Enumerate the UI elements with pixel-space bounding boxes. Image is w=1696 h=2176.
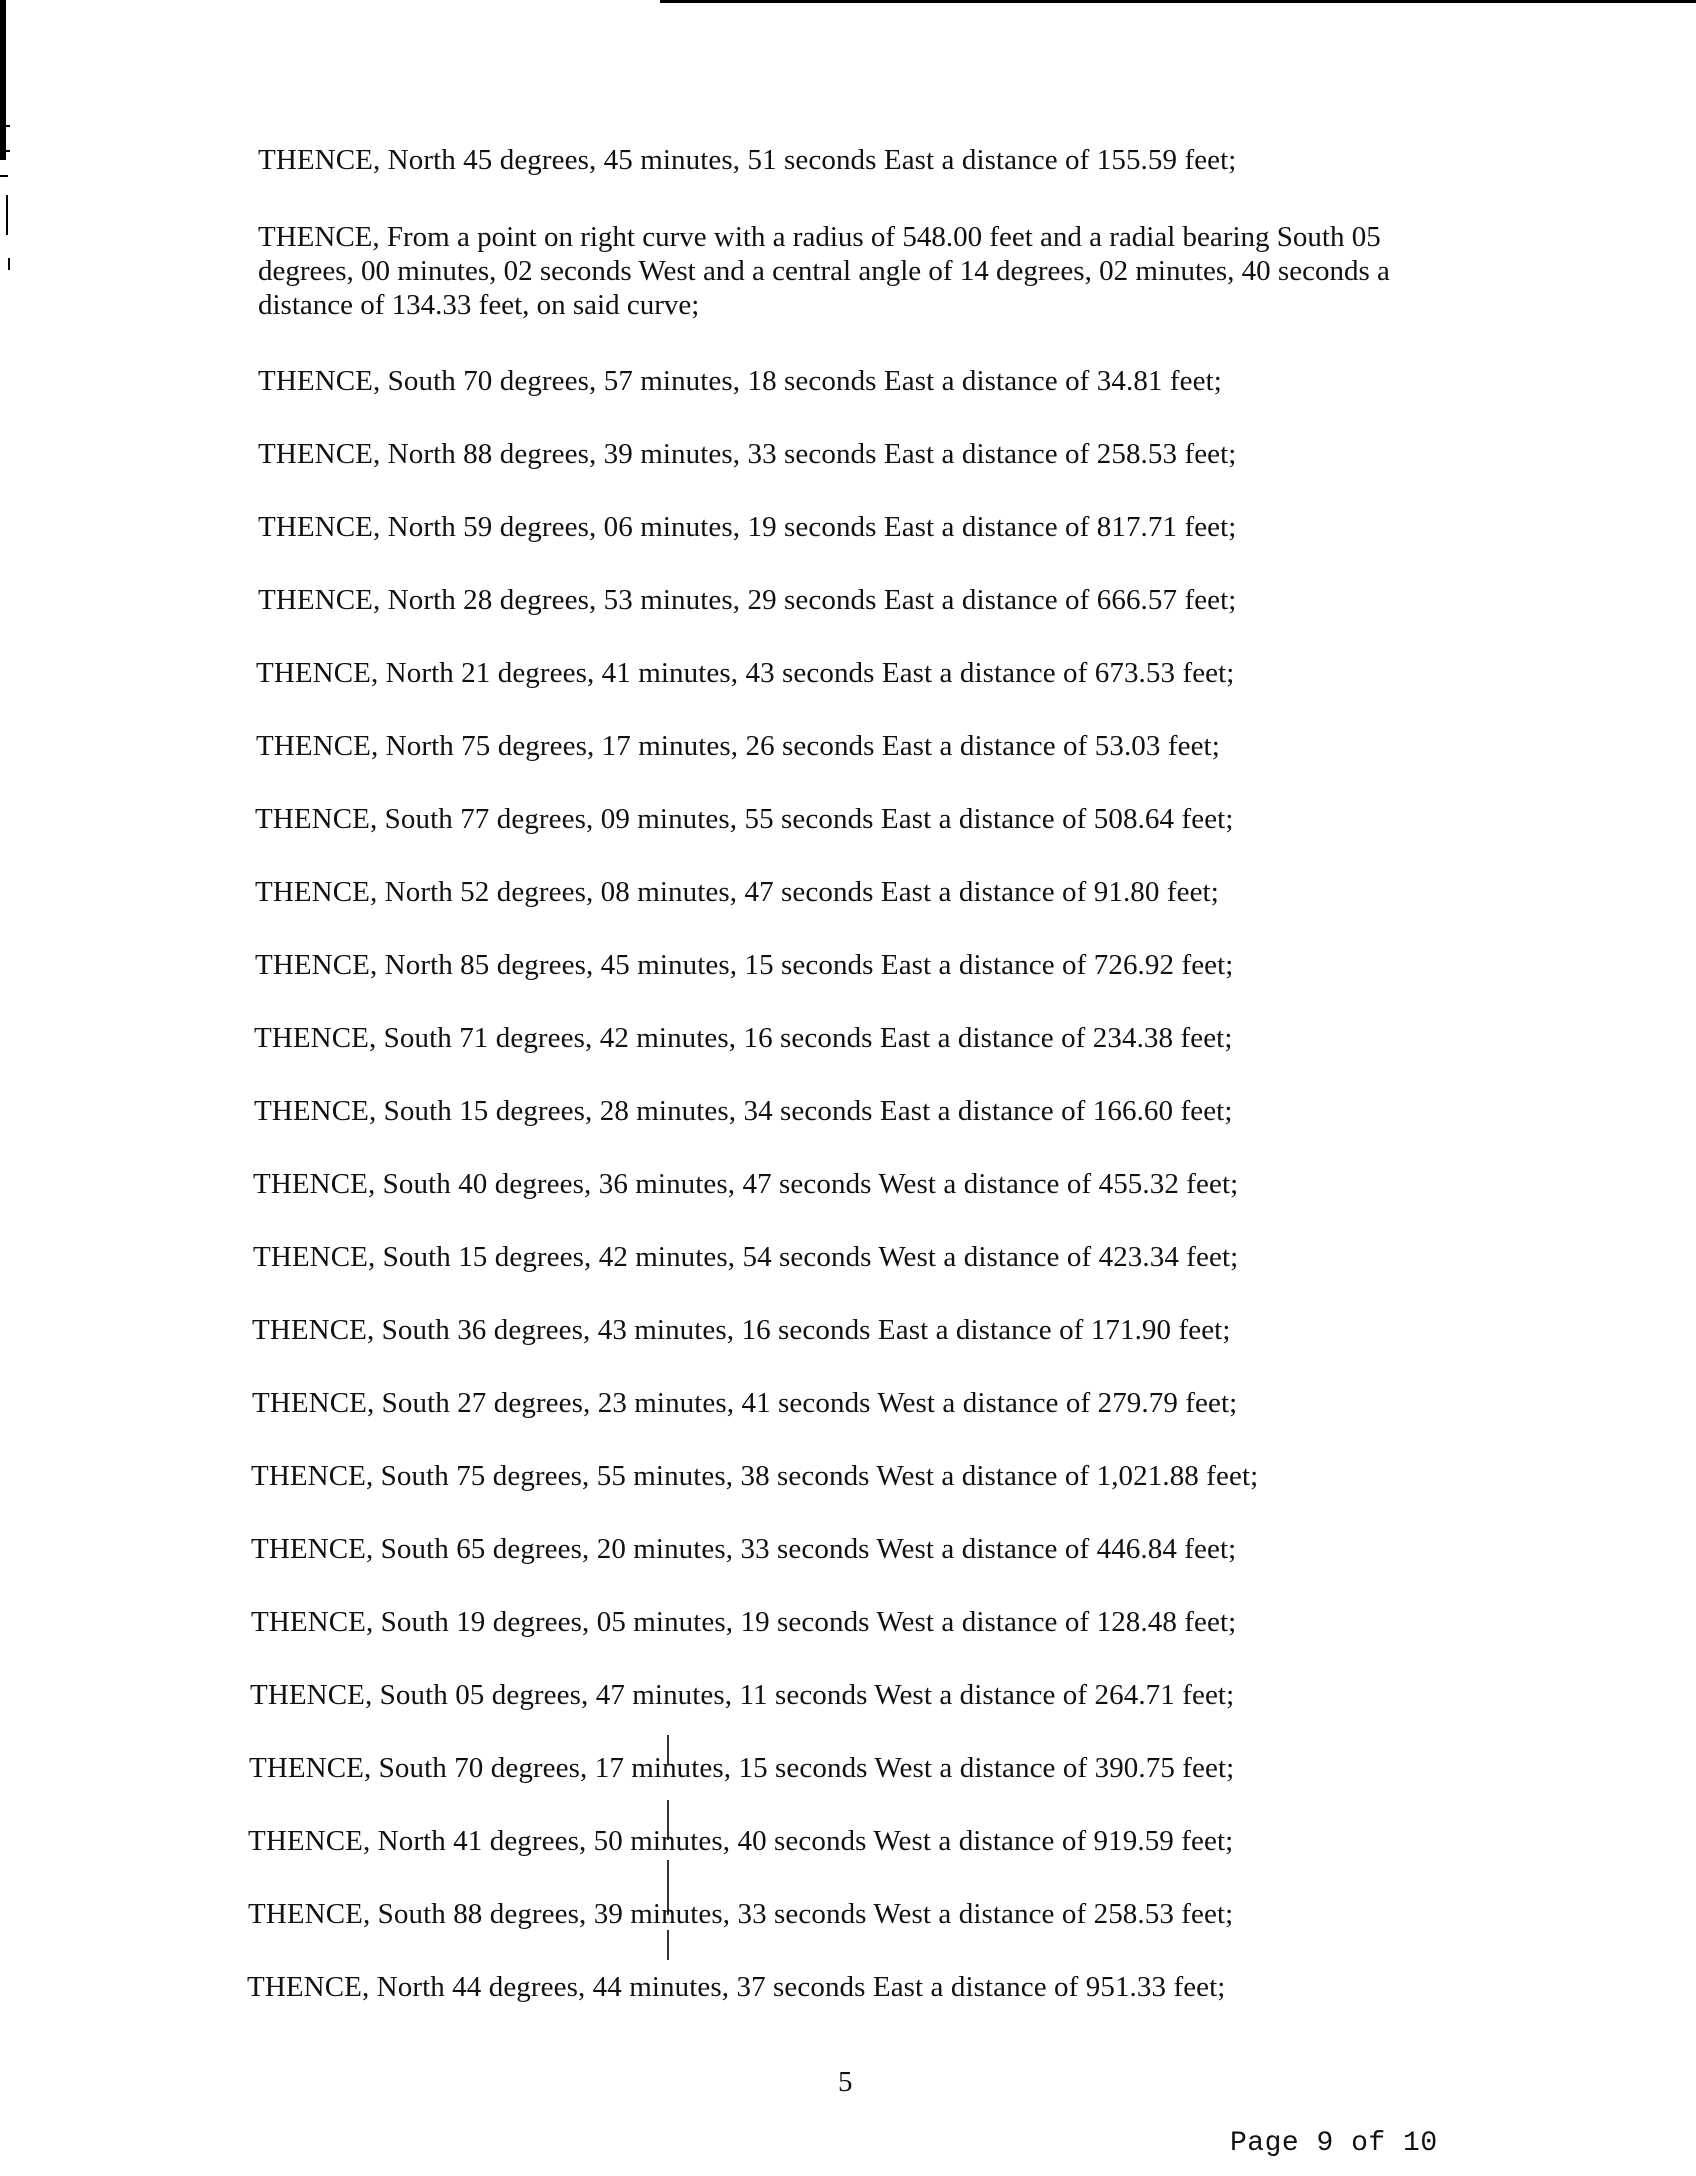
page-footer: Page 9 of 10 bbox=[1230, 2128, 1438, 2159]
bearing-call-line: THENCE, South 88 degrees, 39 minutes, 33 seconds West a distance of 258.53 feet; bbox=[248, 1898, 1234, 1930]
bearing-call-line: THENCE, South 65 degrees, 20 minutes, 33 seconds West a distance of 446.84 feet; bbox=[251, 1533, 1237, 1565]
bearing-call-line: THENCE, North 28 degrees, 53 minutes, 29 seconds East a distance of 666.57 feet; bbox=[258, 584, 1237, 616]
bearing-call-line: THENCE, North 21 degrees, 41 minutes, 43 seconds East a distance of 673.53 feet; bbox=[256, 657, 1235, 689]
bearing-call-line: THENCE, North 45 degrees, 45 minutes, 51 seconds East a distance of 155.59 feet; bbox=[258, 144, 1237, 176]
bearing-call-line: THENCE, North 41 degrees, 50 minutes, 40 seconds West a distance of 919.59 feet; bbox=[248, 1825, 1234, 1857]
bearing-call-line: THENCE, North 85 degrees, 45 minutes, 15 seconds East a distance of 726.92 feet; bbox=[255, 949, 1234, 981]
bearing-call-line: THENCE, North 52 degrees, 08 minutes, 47 seconds East a distance of 91.80 feet; bbox=[255, 876, 1219, 908]
bearing-call-line: THENCE, South 40 degrees, 36 minutes, 47 seconds West a distance of 455.32 feet; bbox=[253, 1168, 1239, 1200]
bearing-call-line: THENCE, South 05 degrees, 47 minutes, 11 seconds West a distance of 264.71 feet; bbox=[250, 1679, 1235, 1711]
bearing-call-line: THENCE, South 75 degrees, 55 minutes, 38 seconds West a distance of 1,021.88 feet; bbox=[251, 1460, 1259, 1492]
bearing-call-line: THENCE, North 59 degrees, 06 minutes, 19 seconds East a distance of 817.71 feet; bbox=[258, 511, 1237, 543]
bearing-call-line: THENCE, South 27 degrees, 23 minutes, 41 seconds West a distance of 279.79 feet; bbox=[252, 1387, 1238, 1419]
bearing-call-line: THENCE, South 77 degrees, 09 minutes, 55 seconds East a distance of 508.64 feet; bbox=[255, 803, 1234, 835]
curve-call-paragraph: THENCE, From a point on right curve with a radius of 548.00 feet and a radial bearing South 05 degrees, 00 minutes, 02 seconds West and a central angle of 14 degrees, 02 minutes, 40 seconds a distance of 134.33 feet, on said curve; bbox=[258, 221, 1390, 321]
bearing-call-line: THENCE, South 36 degrees, 43 minutes, 16 seconds East a distance of 171.90 feet; bbox=[252, 1314, 1231, 1346]
bearing-call-line: THENCE, North 88 degrees, 39 minutes, 33 seconds East a distance of 258.53 feet; bbox=[258, 438, 1237, 470]
bearing-call-line: THENCE, South 71 degrees, 42 minutes, 16 seconds East a distance of 234.38 feet; bbox=[254, 1022, 1233, 1054]
bearing-call-line: THENCE, South 70 degrees, 57 minutes, 18 seconds East a distance of 34.81 feet; bbox=[258, 365, 1222, 397]
bearing-call-line: THENCE, North 44 degrees, 44 minutes, 37 seconds East a distance of 951.33 feet; bbox=[247, 1971, 1226, 2003]
bearing-call-line: THENCE, South 15 degrees, 42 minutes, 54 seconds West a distance of 423.34 feet; bbox=[253, 1241, 1239, 1273]
bearing-call-line: THENCE, South 70 degrees, 17 minutes, 15 seconds West a distance of 390.75 feet; bbox=[249, 1752, 1235, 1784]
bearing-call-line: THENCE, South 19 degrees, 05 minutes, 19 seconds West a distance of 128.48 feet; bbox=[251, 1606, 1237, 1638]
page-number: 5 bbox=[838, 2066, 853, 2098]
bearing-call-line: THENCE, North 75 degrees, 17 minutes, 26 seconds East a distance of 53.03 feet; bbox=[256, 730, 1220, 762]
bearing-call-line: THENCE, South 15 degrees, 28 minutes, 34 seconds East a distance of 166.60 feet; bbox=[254, 1095, 1233, 1127]
